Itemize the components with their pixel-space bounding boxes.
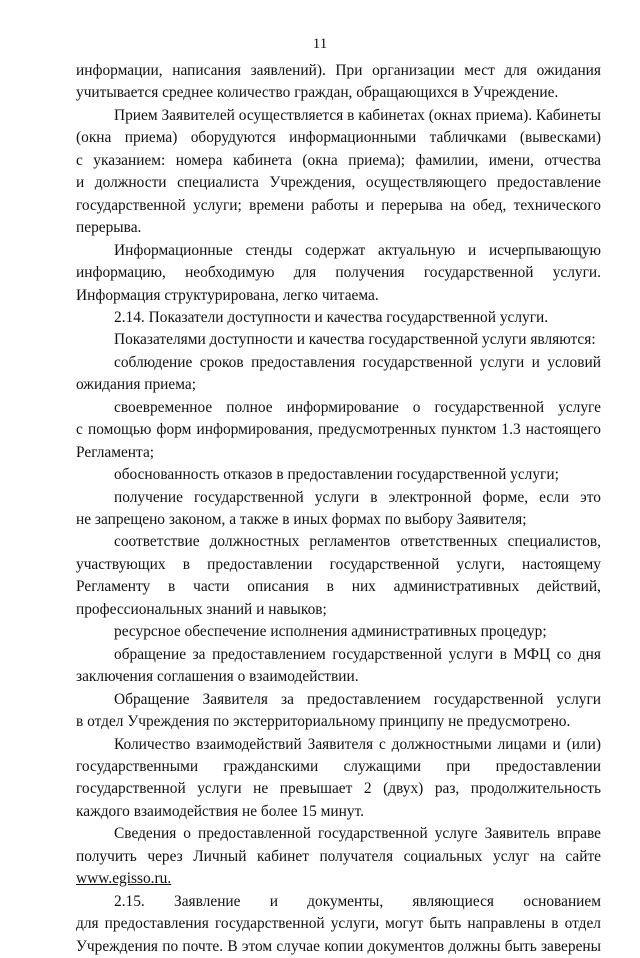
page-number: 11 <box>312 36 328 52</box>
text-line: получить через Личный кабинет получателя социальных услуг на сайте <box>76 847 601 865</box>
text-line: Регламента; <box>76 443 155 461</box>
text-line: информацию, необходимую для получения государственной услуги. <box>76 264 601 282</box>
text-line: 2.14. Показатели доступности и качества государственной услуги. <box>114 308 549 326</box>
text-line: перерыва. <box>76 219 142 237</box>
text-line: и должности специалиста Учреждения, осуществляющего предоставление <box>76 174 601 192</box>
text-line: ожидания приема; <box>76 376 196 394</box>
text-line: заключения соглашения о взаимодействии. <box>76 668 359 686</box>
text-line: ресурсное обеспечение исполнения административных процедур; <box>114 623 547 641</box>
text-line: государственной услуги; времени работы и перерыва на обед, технического <box>76 196 601 214</box>
text-line: с помощью форм информирования, предусмотренных пунктом 1.3 настоящего <box>76 421 601 439</box>
text-line: государственной услуги не превышает 2 (двух) раз, продолжительность <box>76 780 601 798</box>
text-line: получение государственной услуги в электронной форме, если это <box>114 488 601 506</box>
text-line: информации, написания заявлений). При организации мест для ожидания <box>76 62 601 79</box>
text-line: Информация структурирована, легко читаема. <box>76 286 379 304</box>
text-line: учитывается среднее количество граждан, обращающихся в Учреждение. <box>76 84 559 102</box>
website-link-line[interactable]: www.egisso.ru. <box>76 870 172 888</box>
text-line: Информационные стенды содержат актуальную и исчерпывающую <box>114 241 601 259</box>
text-line: 2.15. Заявление и документы, являющиеся основанием <box>114 892 601 910</box>
text-line: Обращение Заявителя за предоставлением государственной услуги <box>114 690 601 708</box>
text-line: Показателями доступности и качества государственной услуги являются: <box>114 331 596 349</box>
text-line: Количество взаимодействий Заявителя с должностными лицами и (или) <box>114 735 601 753</box>
text-line: (окна приема) оборудуются информационными табличками (вывесками) <box>76 129 601 147</box>
text-line: Сведения о предоставленной государственной услуге Заявитель вправе <box>114 825 601 843</box>
text-line: обоснованность отказов в предоставлении государственной услуги; <box>114 466 559 484</box>
text-line: не запрещено законом, а также в иных формах по выбору Заявителя; <box>76 511 527 528</box>
text-line: своевременное полное информирование о государственной услуге <box>114 398 601 416</box>
text-line: соответствие должностных регламентов ответственных специалистов, <box>114 533 601 551</box>
text-line: соблюдение сроков предоставления государственной услуги и условий <box>114 353 601 371</box>
text-line: участвующих в предоставлении государственной услуги, настоящему <box>76 555 601 573</box>
text-line: обращение за предоставлением государственной услуги в МФЦ со дня <box>114 645 601 663</box>
text-line: каждого взаимодействия не более 15 минут. <box>76 802 364 820</box>
text-line: профессиональных знаний и навыков; <box>76 600 327 618</box>
text-line: Прием Заявителей осуществляется в кабинетах (окнах приема). Кабинеты <box>114 106 601 124</box>
text-line: с указанием: номера кабинета (окна приема); фамилии, имени, отчества <box>76 151 601 169</box>
text-line: Регламенту в части описания в них административных действий, <box>76 578 601 596</box>
text-line: Учреждения по почте. В этом случае копии документов должны быть заверены <box>76 937 601 955</box>
text-line: для предоставления государственной услуги, могут быть направлены в отдел <box>76 915 601 933</box>
text-line: в отдел Учреждения по экстерриториальному принципу не предусмотрено. <box>76 713 571 731</box>
text-line: государственными гражданскими служащими при предоставлении <box>76 757 601 775</box>
